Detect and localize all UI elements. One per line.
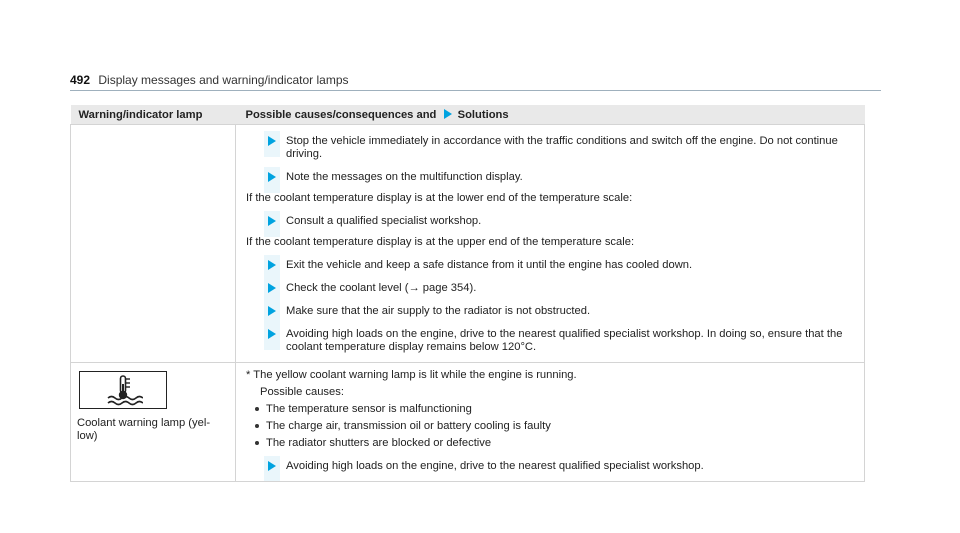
list-item: [246, 420, 854, 433]
bullet-text: The charge air, transmission oil or battery cooling is faulty: [266, 420, 551, 432]
step-text: Make sure that the air supply to the radiator is not obstructed.: [286, 305, 591, 317]
coolant-temperature-icon: [103, 374, 143, 406]
page-header: [70, 73, 349, 87]
step-text: Check the coolant level (→ page 354).: [286, 282, 477, 294]
lamp-label-line1: Coolant warning lamp (yel-: [77, 417, 211, 429]
arrow-right-icon: [268, 216, 276, 226]
causes-title: Possible causes:: [260, 386, 344, 398]
lamp-cell-empty: [71, 125, 236, 363]
step-text: Avoiding high loads on the engine, drive to the nearest qualified specialist workshop. In doing so, ensure that the: [286, 328, 843, 340]
condition-text: If the coolant temperature display is at the upper end of the temperature scale:: [246, 236, 635, 248]
bullet-icon: [255, 407, 259, 411]
solutions-cell: [236, 125, 865, 363]
table-row: [71, 125, 865, 363]
arrow-right-icon: [268, 283, 276, 293]
list-item: [246, 437, 854, 450]
step-text: Avoiding high loads on the engine, drive to the nearest qualified specialist workshop.: [286, 460, 704, 472]
step-text: Note the messages on the multifunction display.: [286, 171, 523, 183]
page-header-title: Display messages and warning/indicator lamps: [98, 73, 349, 87]
list-item: [246, 282, 854, 295]
table-row: [71, 363, 865, 482]
condition-text: If the coolant temperature display is at the lower end of the temperature scale:: [246, 192, 633, 204]
bullet-icon: [255, 441, 259, 445]
arrow-right-icon: [268, 306, 276, 316]
lamp-label: [77, 417, 235, 443]
step-text: Stop the vehicle immediately in accordance with the traffic conditions and switch off the engine. Do not continue: [286, 135, 838, 147]
step-text: Exit the vehicle and keep a safe distance from it until the engine has cooled down.: [286, 259, 693, 271]
arrow-right-icon: [268, 260, 276, 270]
step-text: Consult a qualified specialist workshop.: [286, 215, 482, 227]
col-header-causes: [236, 105, 865, 125]
arrow-right-icon: [268, 461, 276, 471]
step-text-cont: driving.: [286, 148, 323, 160]
lamp-cell: [71, 363, 236, 482]
bullet-text: The radiator shutters are blocked or defective: [266, 437, 492, 449]
header-divider: [70, 90, 881, 91]
list-item: [246, 403, 854, 416]
arrow-right-icon: [268, 136, 276, 146]
col-header-lamp: Warning/indicator lamp: [71, 105, 236, 125]
list-item: [246, 259, 854, 272]
list-item: [246, 305, 854, 318]
table-header-row: [71, 105, 865, 125]
list-item: [246, 171, 854, 184]
step-text-cont: coolant temperature display remains below 120°C.: [286, 341, 537, 353]
list-item: [246, 460, 854, 473]
footnote-text: * The yellow coolant warning lamp is lit while the engine is running.: [246, 369, 577, 381]
list-item: [246, 328, 854, 354]
list-item: [246, 135, 854, 161]
causes-cell: [236, 363, 865, 482]
warning-lamp-table: [70, 105, 865, 482]
list-item: [246, 215, 854, 228]
lamp-symbol-box: [79, 371, 167, 409]
bullet-icon: [255, 424, 259, 428]
page-number: 492: [70, 73, 91, 87]
bullet-text: The temperature sensor is malfunctioning: [266, 403, 472, 415]
arrow-right-icon: [444, 109, 452, 119]
lamp-label-line2: low): [77, 430, 98, 442]
col-header-causes-text: Possible causes/consequences and: [245, 108, 437, 121]
col-header-solutions-text: Solutions: [457, 108, 509, 121]
arrow-right-icon: [268, 172, 276, 182]
arrow-right-icon: [268, 329, 276, 339]
